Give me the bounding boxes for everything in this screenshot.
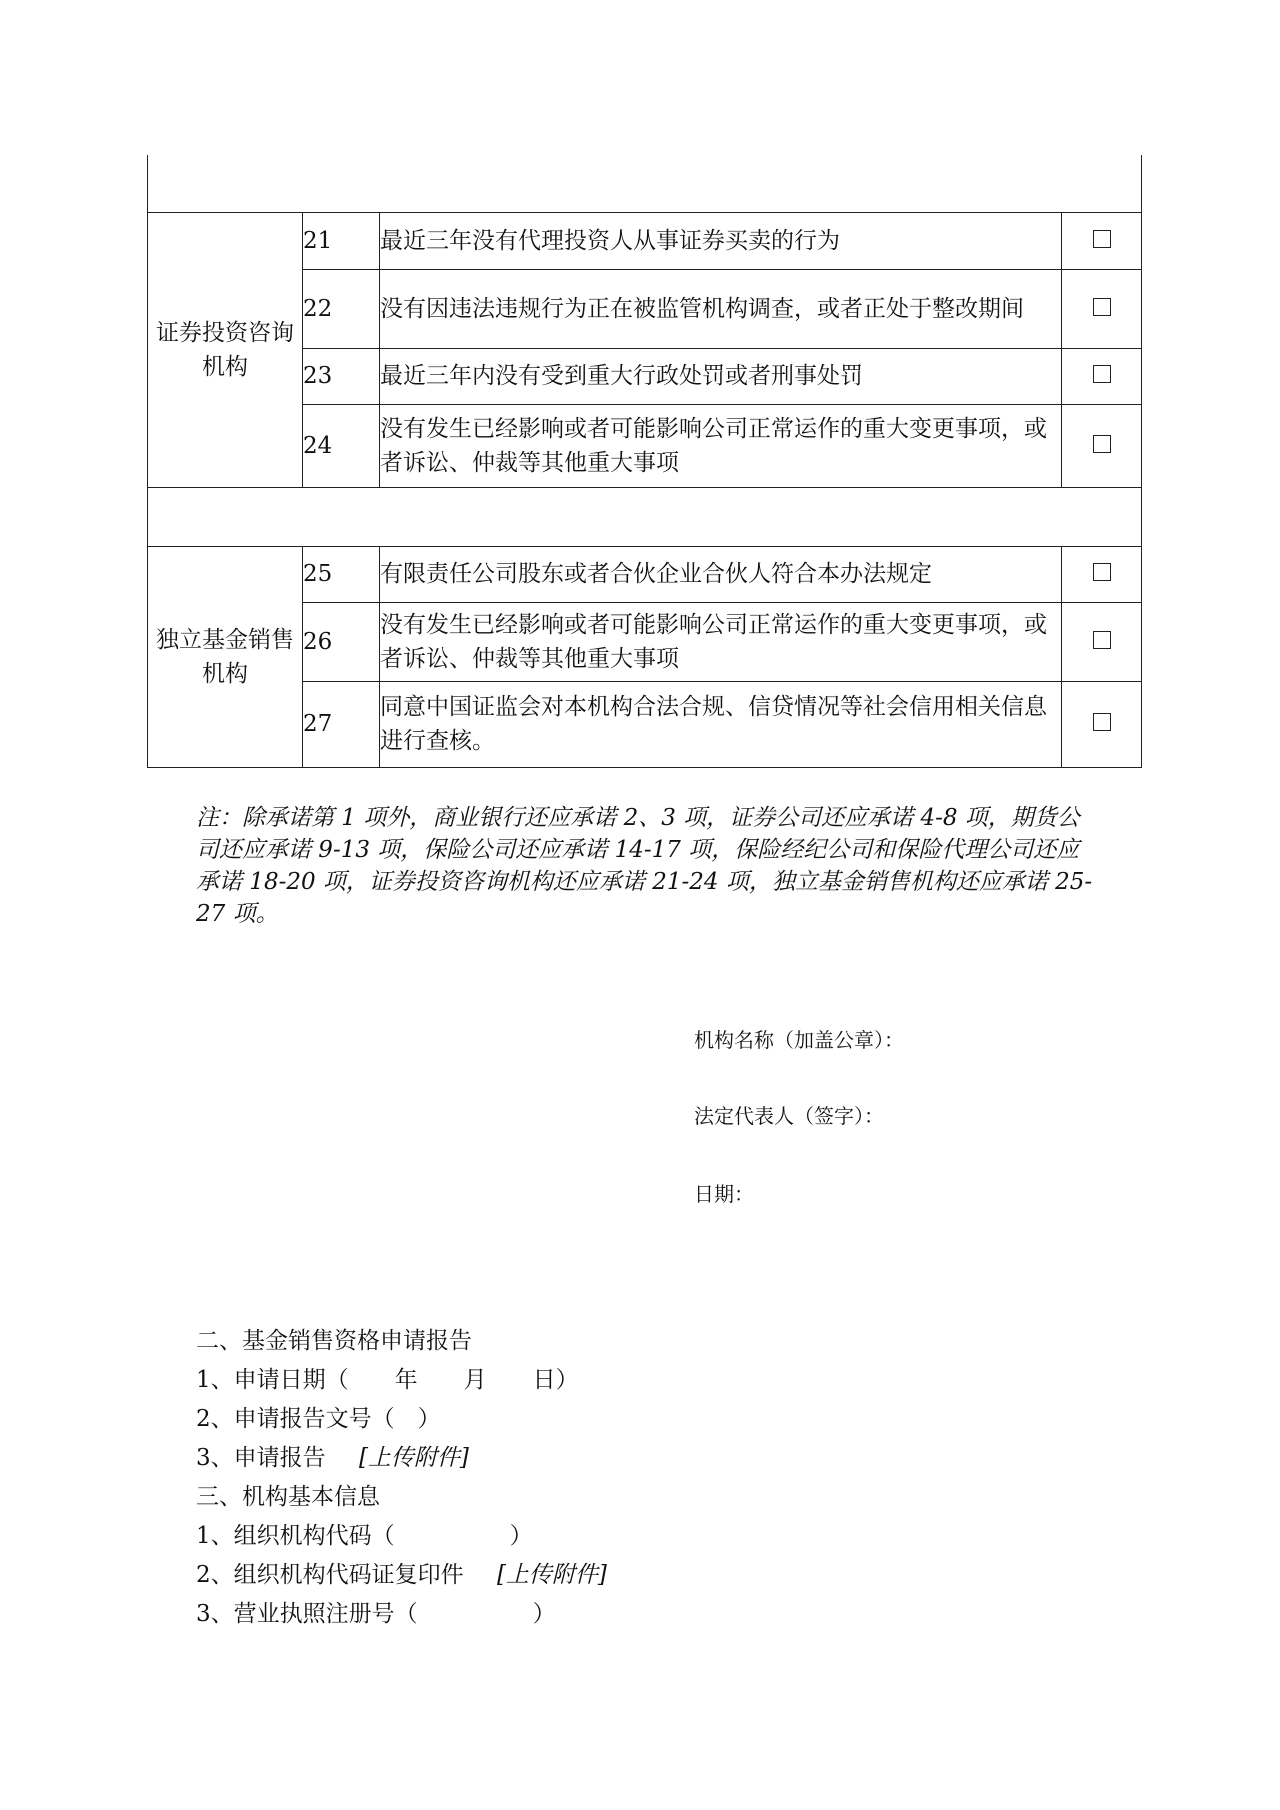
item-number: 23 bbox=[303, 348, 380, 404]
item-number: 25 bbox=[303, 546, 380, 602]
org-code-field[interactable]: 1、组织机构代码（ ） bbox=[196, 1523, 533, 1549]
table-row bbox=[148, 212, 1142, 269]
item-text: 同意中国证监会对本机构合法合规、信贷情况等社会信用相关信息进行查核。 bbox=[380, 681, 1062, 767]
checkbox-cell[interactable] bbox=[1062, 681, 1142, 767]
checkbox[interactable] bbox=[1093, 298, 1111, 316]
checkbox-cell[interactable] bbox=[1062, 348, 1142, 404]
checkbox[interactable] bbox=[1093, 365, 1111, 383]
report-row bbox=[196, 1443, 469, 1473]
item-text: 没有发生已经影响或者可能影响公司正常运作的重大变更事项，或者诉讼、仲裁等其他重大事项 bbox=[380, 602, 1062, 681]
checkbox-cell[interactable] bbox=[1062, 546, 1142, 602]
checkbox[interactable] bbox=[1093, 435, 1111, 453]
report-number-field[interactable]: 2、申请报告文号（ ） bbox=[196, 1406, 441, 1432]
item-text: 最近三年没有代理投资人从事证券买卖的行为 bbox=[380, 212, 1062, 269]
checkbox[interactable] bbox=[1093, 713, 1111, 731]
item-number: 26 bbox=[303, 602, 380, 681]
checkbox-cell[interactable] bbox=[1062, 602, 1142, 681]
report-label: 3、申请报告 bbox=[196, 1445, 326, 1471]
apply-date-field[interactable]: 1、申请日期（ 年 月 日） bbox=[196, 1367, 579, 1393]
legal-rep-label: 法定代表人（签字）： bbox=[694, 1104, 884, 1128]
org-name-label: 机构名称（加盖公章）： bbox=[694, 1028, 904, 1052]
item-text: 没有发生已经影响或者可能影响公司正常运作的重大变更事项，或者诉讼、仲裁等其他重大事项 bbox=[380, 404, 1062, 487]
item-number: 21 bbox=[303, 212, 380, 269]
item-text: 有限责任公司股东或者合伙企业合伙人符合本办法规定 bbox=[380, 546, 1062, 602]
date-label: 日期： bbox=[694, 1182, 754, 1206]
checkbox-cell[interactable] bbox=[1062, 269, 1142, 348]
section-2-title: 二、基金销售资格申请报告 bbox=[196, 1328, 472, 1354]
item-text: 最近三年内没有受到重大行政处罚或者刑事处罚 bbox=[380, 348, 1062, 404]
checkbox-cell[interactable] bbox=[1062, 212, 1142, 269]
item-number: 24 bbox=[303, 404, 380, 487]
upload-attachment-link[interactable]: [上传附件] bbox=[496, 1562, 607, 1588]
section-3-title: 三、机构基本信息 bbox=[196, 1484, 380, 1510]
checkbox[interactable] bbox=[1093, 563, 1111, 581]
table-continuation-row bbox=[148, 155, 1142, 212]
license-number-field[interactable]: 3、营业执照注册号（ ） bbox=[196, 1601, 556, 1627]
table-row bbox=[148, 546, 1142, 602]
upload-attachment-link[interactable]: [上传附件] bbox=[358, 1445, 469, 1471]
commitment-table bbox=[147, 155, 1142, 768]
item-text: 没有因违法违规行为正在被监管机构调查，或者正处于整改期间 bbox=[380, 269, 1062, 348]
footnote: 注：除承诺第 1 项外，商业银行还应承诺 2、3 项，证券公司还应承诺 4-8 项，期货公司还应承诺 9-13 项，保险公司还应承诺 14-17 项，保险经纪公司和保险代理公司还应承诺 18-20 项，证券投资咨询机构还应承诺 21-24 项，独立基金销售机构还应承诺 25-27 项。 bbox=[196, 805, 1093, 927]
checkbox-cell[interactable] bbox=[1062, 404, 1142, 487]
category-cell: 证券投资咨询机构 bbox=[148, 212, 303, 487]
item-number: 22 bbox=[303, 269, 380, 348]
item-number: 27 bbox=[303, 681, 380, 767]
org-code-copy-label: 2、组织机构代码证复印件 bbox=[196, 1562, 464, 1588]
org-code-copy-row bbox=[196, 1560, 607, 1590]
table-spacer-row bbox=[148, 487, 1142, 546]
category-cell: 独立基金销售机构 bbox=[148, 546, 303, 767]
checkbox[interactable] bbox=[1093, 230, 1111, 248]
checkbox[interactable] bbox=[1093, 631, 1111, 649]
